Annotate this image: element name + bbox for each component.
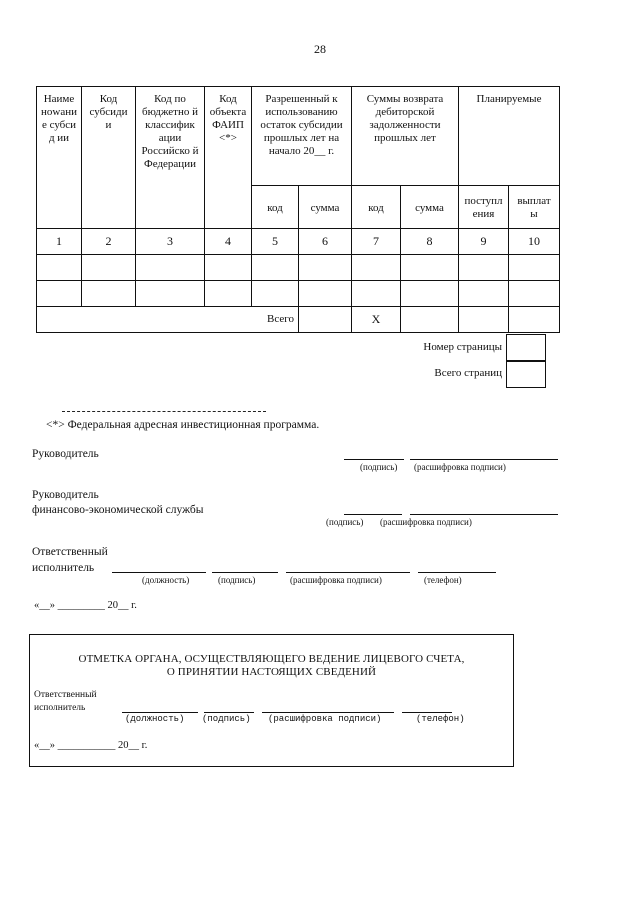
table-cell[interactable] <box>252 281 299 307</box>
resp-phone-caption: (телефон) <box>424 575 462 585</box>
table-cell[interactable] <box>37 281 82 307</box>
total-label: Всего <box>37 307 299 333</box>
subheader-allowed-code: код <box>252 186 299 229</box>
table-row <box>37 281 560 307</box>
head-label: Руководитель <box>32 448 99 460</box>
header-subsidy-code: Код субсиди и <box>82 87 136 229</box>
head-decrypt-line[interactable] <box>410 459 558 460</box>
fin-sign-line[interactable] <box>344 514 402 515</box>
header-receivables: Суммы возврата дебиторской задолженности прошлых лет <box>352 87 459 186</box>
total-pages-box[interactable] <box>506 360 546 388</box>
header-object-code: Код объекта ФАИП <*> <box>205 87 252 229</box>
table-cell[interactable] <box>459 281 509 307</box>
fin-decrypt-line[interactable] <box>410 514 558 515</box>
footnote-separator <box>62 411 266 412</box>
stamp-resp-label-line2: исполнитель <box>34 703 86 713</box>
col-number: 4 <box>205 229 252 255</box>
stamp-phone-caption: (телефон) <box>416 714 465 724</box>
col-number: 3 <box>136 229 205 255</box>
subheader-planned-in: поступл ения <box>459 186 509 229</box>
fin-head-label-line2: финансово-экономической службы <box>32 504 204 516</box>
table-cell[interactable] <box>459 255 509 281</box>
col-number: 2 <box>82 229 136 255</box>
col-number: 10 <box>509 229 560 255</box>
stamp-decrypt-line[interactable] <box>262 712 394 713</box>
page-number-label: Номер страницы <box>423 341 502 353</box>
footnote-text: <*> Федеральная адресная инвестиционная программа. <box>46 419 320 431</box>
table-cell[interactable] <box>136 281 205 307</box>
subheader-recv-code: код <box>352 186 401 229</box>
total-planned-out[interactable] <box>509 307 560 333</box>
col-number: 1 <box>37 229 82 255</box>
subheader-allowed-sum: сумма <box>299 186 352 229</box>
table-cell[interactable] <box>252 255 299 281</box>
resp-decrypt-caption: (расшифровка подписи) <box>290 575 382 585</box>
col-number: 6 <box>299 229 352 255</box>
table-cell[interactable] <box>299 255 352 281</box>
stamp-sign-line[interactable] <box>204 712 254 713</box>
stamp-title-line1: ОТМЕТКА ОРГАНА, ОСУЩЕСТВЛЯЮЩЕГО ВЕДЕНИЕ ЛИЦЕВОГО СЧЕТА, <box>78 653 465 665</box>
total-planned-in[interactable] <box>459 307 509 333</box>
fin-head-label-line1: Руководитель <box>32 489 99 501</box>
resp-label-line1: Ответственный <box>32 546 108 558</box>
subsidy-table <box>36 86 560 333</box>
resp-position-line[interactable] <box>112 572 206 573</box>
table-cell[interactable] <box>401 255 459 281</box>
table-cell[interactable] <box>82 281 136 307</box>
page-number-box[interactable] <box>506 334 546 362</box>
total-recv-sum[interactable] <box>401 307 459 333</box>
stamp-position-caption: (должность) <box>125 714 185 724</box>
header-planned: Планируемые <box>459 87 560 186</box>
resp-sign-caption: (подпись) <box>218 575 256 585</box>
stamp-phone-line[interactable] <box>402 712 452 713</box>
table-cell[interactable] <box>37 255 82 281</box>
total-x-mark: X <box>352 307 401 333</box>
table-cell[interactable] <box>509 281 560 307</box>
table-cell[interactable] <box>205 255 252 281</box>
fin-sign-caption: (подпись) <box>326 517 364 527</box>
total-row <box>37 307 560 333</box>
column-number-row <box>37 229 560 255</box>
head-sign-line[interactable] <box>344 459 404 460</box>
table-cell[interactable] <box>352 281 401 307</box>
stamp-resp-label-line1: Ответственный <box>34 690 97 700</box>
table-cell[interactable] <box>401 281 459 307</box>
total-pages-label: Всего страниц <box>434 367 502 379</box>
col-number: 8 <box>401 229 459 255</box>
account-office-stamp-box <box>29 634 514 767</box>
stamp-title-line2: О ПРИНЯТИИ НАСТОЯЩИХ СВЕДЕНИЙ <box>166 666 377 678</box>
fin-decrypt-caption: (расшифровка подписи) <box>380 517 472 527</box>
head-decrypt-caption: (расшифровка подписи) <box>414 462 506 472</box>
header-budget-code: Код по бюджетно й классифик ации Российско й Федерации <box>136 87 205 229</box>
header-allowed-balance: Разрешенный к использованию остаток субсидии прошлых лет на начало 20__ г. <box>252 87 352 186</box>
stamp-decrypt-caption: (расшифровка подписи) <box>268 714 382 724</box>
col-number: 9 <box>459 229 509 255</box>
resp-position-caption: (должность) <box>142 575 190 585</box>
table-cell[interactable] <box>136 255 205 281</box>
resp-sign-line[interactable] <box>212 572 278 573</box>
table-cell[interactable] <box>509 255 560 281</box>
page-number: 28 <box>314 42 326 56</box>
table-row <box>37 255 560 281</box>
total-allowed-sum[interactable] <box>299 307 352 333</box>
subheader-recv-sum: сумма <box>401 186 459 229</box>
stamp-sign-caption: (подпись) <box>202 714 251 724</box>
table-cell[interactable] <box>299 281 352 307</box>
table-cell[interactable] <box>82 255 136 281</box>
stamp-date-line: «__» ___________ 20__ г. <box>34 740 148 751</box>
col-number: 5 <box>252 229 299 255</box>
resp-decrypt-line[interactable] <box>286 572 410 573</box>
date-line: «__» _________ 20__ г. <box>34 600 137 611</box>
head-sign-caption: (подпись) <box>360 462 398 472</box>
resp-phone-line[interactable] <box>418 572 496 573</box>
subheader-planned-out: выплат ы <box>509 186 560 229</box>
table-cell[interactable] <box>205 281 252 307</box>
table-cell[interactable] <box>352 255 401 281</box>
resp-label-line2: исполнитель <box>32 562 95 574</box>
header-name: Наиме нowaни е субсид ии <box>37 87 82 229</box>
col-number: 7 <box>352 229 401 255</box>
stamp-position-line[interactable] <box>122 712 198 713</box>
